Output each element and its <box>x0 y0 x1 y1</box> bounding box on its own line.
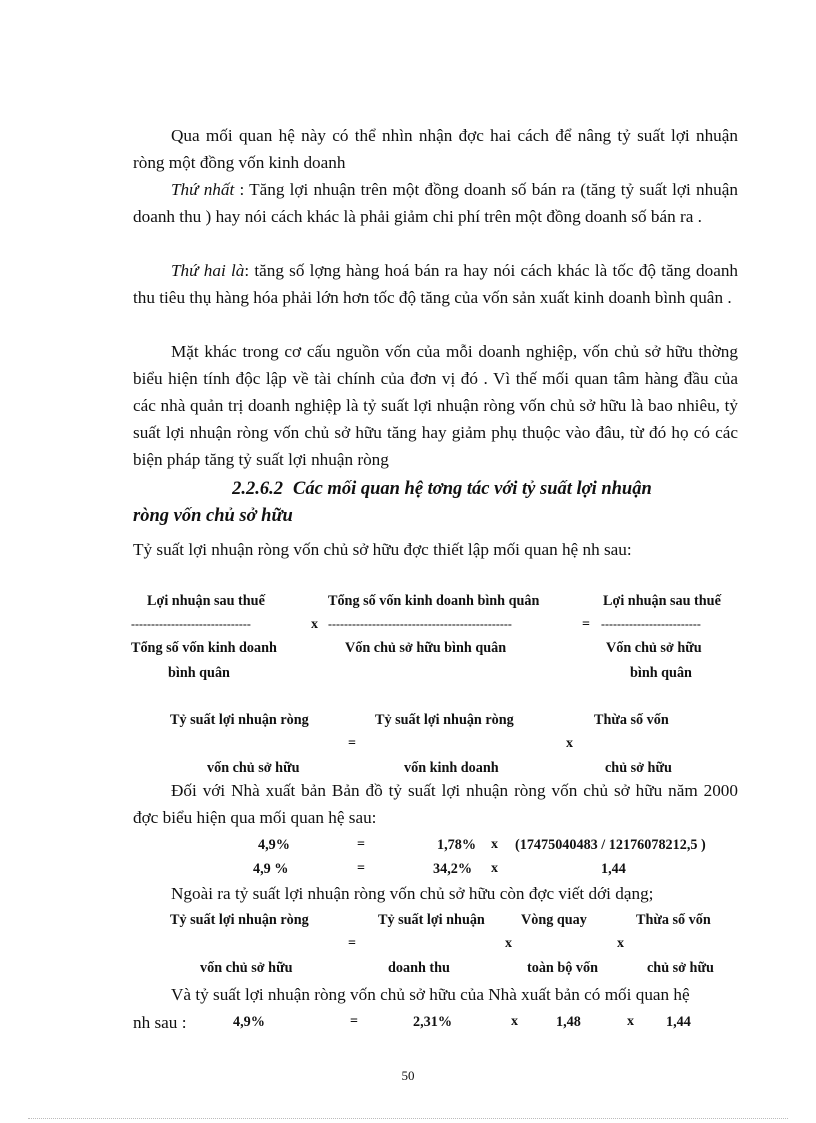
f1-denominator-1b: bình quân <box>168 665 230 681</box>
label-thu-nhat: Thứ nhất <box>171 180 235 199</box>
p7-value-1: 4,9% <box>233 1014 265 1030</box>
f1-denominator-3a: Vốn chủ sở hữu <box>606 640 702 656</box>
f2-equals-sign: = <box>348 736 356 751</box>
paragraph-7: Và tỷ suất lợi nhuận ròng vốn chủ sở hữu của Nhà xuất bản có mối quan hệ <box>171 985 690 1004</box>
paragraph-6: Ngoài ra tỷ suất lợi nhuận ròng vốn chủ sở hữu còn đợc viết dới dạng; <box>171 884 654 903</box>
f2-term-c-line1: Thừa số vốn <box>594 712 669 728</box>
f1-equals-sign: = <box>582 617 590 632</box>
f1-numerator-2: Tổng số vốn kinh doanh bình quân <box>328 593 540 609</box>
f2-term-b-line2: vốn kinh doanh <box>404 760 499 776</box>
f2-mult-sign: x <box>566 736 573 751</box>
intro-text: Tỷ suất lợi nhuận ròng vốn chủ sở hữu đợc thiết lập mối quan hệ nh sau: <box>133 540 632 559</box>
calc1-right: (17475040483 / 12176078212,5 ) <box>515 837 706 853</box>
f2-term-a-line2: vốn chủ sở hữu <box>207 760 300 776</box>
f3-mult-sign-2: x <box>617 936 624 951</box>
section-number: 2.2.6.2 <box>232 479 283 499</box>
page-number: 50 <box>401 1068 415 1083</box>
paragraph-2: Thứ nhất : Tăng lợi nhuận trên một đồng doanh số bán ra (tăng tỷ suất lợi nhuận doanh thu ) hay nói cách khác là phải giảm chi phí trên một đồng doanh số bán ra . <box>133 180 738 226</box>
f1-mult-sign: x <box>311 617 318 632</box>
section-title-line2: ròng vốn chủ sở hữu <box>133 506 293 526</box>
f3-mult-sign-1: x <box>505 936 512 951</box>
f2-term-b-line1: Tỷ suất lợi nhuận ròng <box>375 712 514 728</box>
section-title-line1: Các mối quan hệ tơng tác với tỷ suất lợi nhuận <box>293 479 652 499</box>
f1-numerator-3: Lợi nhuận sau thuế <box>603 593 721 609</box>
f3-term-b-line1: Tỷ suất lợi nhuận <box>378 912 485 928</box>
f1-fraction-bar-3: ------------------------- <box>601 617 701 631</box>
section-heading <box>133 476 738 530</box>
calc1-mid: 1,78% <box>437 837 477 853</box>
p7-mult-1: x <box>511 1014 518 1029</box>
f3-term-a-line1: Tỷ suất lợi nhuận ròng <box>170 912 309 928</box>
p7-value-3: 1,48 <box>556 1014 581 1030</box>
calc1-left: 4,9% <box>258 837 290 853</box>
p7-mult-2: x <box>627 1014 634 1029</box>
paragraph-4: Mặt khác trong cơ cấu nguồn vốn của mỗi doanh nghiệp, vốn chủ sở hữu thờng biểu hiện tính độc lập về tài chính của đơn vị đó . Vì thế mối quan tâm hàng đầu của các nhà quản trị doanh nghiệp là tỷ suất lợi nhuận ròng vốn chủ sở hữu là bao nhiêu, tỷ suất lợi nhuận ròng vốn chủ sở hữu tăng hay giảm phụ thuộc vào đâu, từ đó họ có các biện pháp tăng tỷ suất lợi nhuận ròng <box>133 342 738 469</box>
f1-denominator-1a: Tổng số vốn kinh doanh <box>131 640 277 656</box>
p7-value-4: 1,44 <box>666 1014 691 1030</box>
p7-equals: = <box>350 1014 358 1029</box>
calc2-right: 1,44 <box>601 861 626 877</box>
paragraph-3: Thứ hai là: tăng số lợng hàng hoá bán ra hay nói cách khác là tốc độ tăng doanh thu tiêu thụ hàng hóa phải lớn hơn tốc độ tăng của vốn sản xuất kinh doanh bình quân . <box>133 261 739 307</box>
f1-denominator-2: Vốn chủ sở hữu bình quân <box>345 640 507 656</box>
f3-term-a-line2: vốn chủ sở hữu <box>200 960 293 976</box>
f3-term-c-line1: Vòng quay <box>521 912 587 928</box>
f1-numerator-1: Lợi nhuận sau thuế <box>147 593 265 609</box>
bottom-divider <box>28 1118 788 1119</box>
calc2-mid: 34,2% <box>433 861 473 877</box>
f2-term-c-line2: chủ sở hữu <box>605 760 672 776</box>
f3-equals-sign: = <box>348 936 356 951</box>
f3-term-c-line2: toàn bộ vốn <box>527 960 598 976</box>
f1-fraction-bar-2: ---------------------------------------------- <box>328 617 512 631</box>
calc2-equals: = <box>357 861 365 876</box>
paragraph-5: Đối với Nhà xuất bản Bản đồ tỷ suất lợi nhuận ròng vốn chủ sở hữu năm 2000 đợc biểu hiện qua mối quan hệ sau: <box>133 781 738 827</box>
f2-term-a-line1: Tỷ suất lợi nhuận ròng <box>170 712 309 728</box>
label-thu-hai: Thứ hai là <box>171 261 245 280</box>
f1-fraction-bar-1: ------------------------------ <box>131 617 251 631</box>
calc2-left: 4,9 % <box>253 861 289 877</box>
calc1-equals: = <box>357 837 365 852</box>
f3-term-b-line2: doanh thu <box>388 960 450 976</box>
f1-denominator-3b: bình quân <box>630 665 692 681</box>
f3-term-d-line1: Thừa số vốn <box>636 912 711 928</box>
f3-term-d-line2: chủ sở hữu <box>647 960 714 976</box>
p7-lead: nh sau : <box>133 1013 187 1032</box>
p7-value-2: 2,31% <box>413 1014 453 1030</box>
paragraph-1: Qua mối quan hệ này có thể nhìn nhận đợc hai cách để nâng tỷ suất lợi nhuận ròng một đồng vốn kinh doanh <box>133 126 738 172</box>
calc1-mult: x <box>491 837 498 852</box>
calc2-mult: x <box>491 861 498 876</box>
